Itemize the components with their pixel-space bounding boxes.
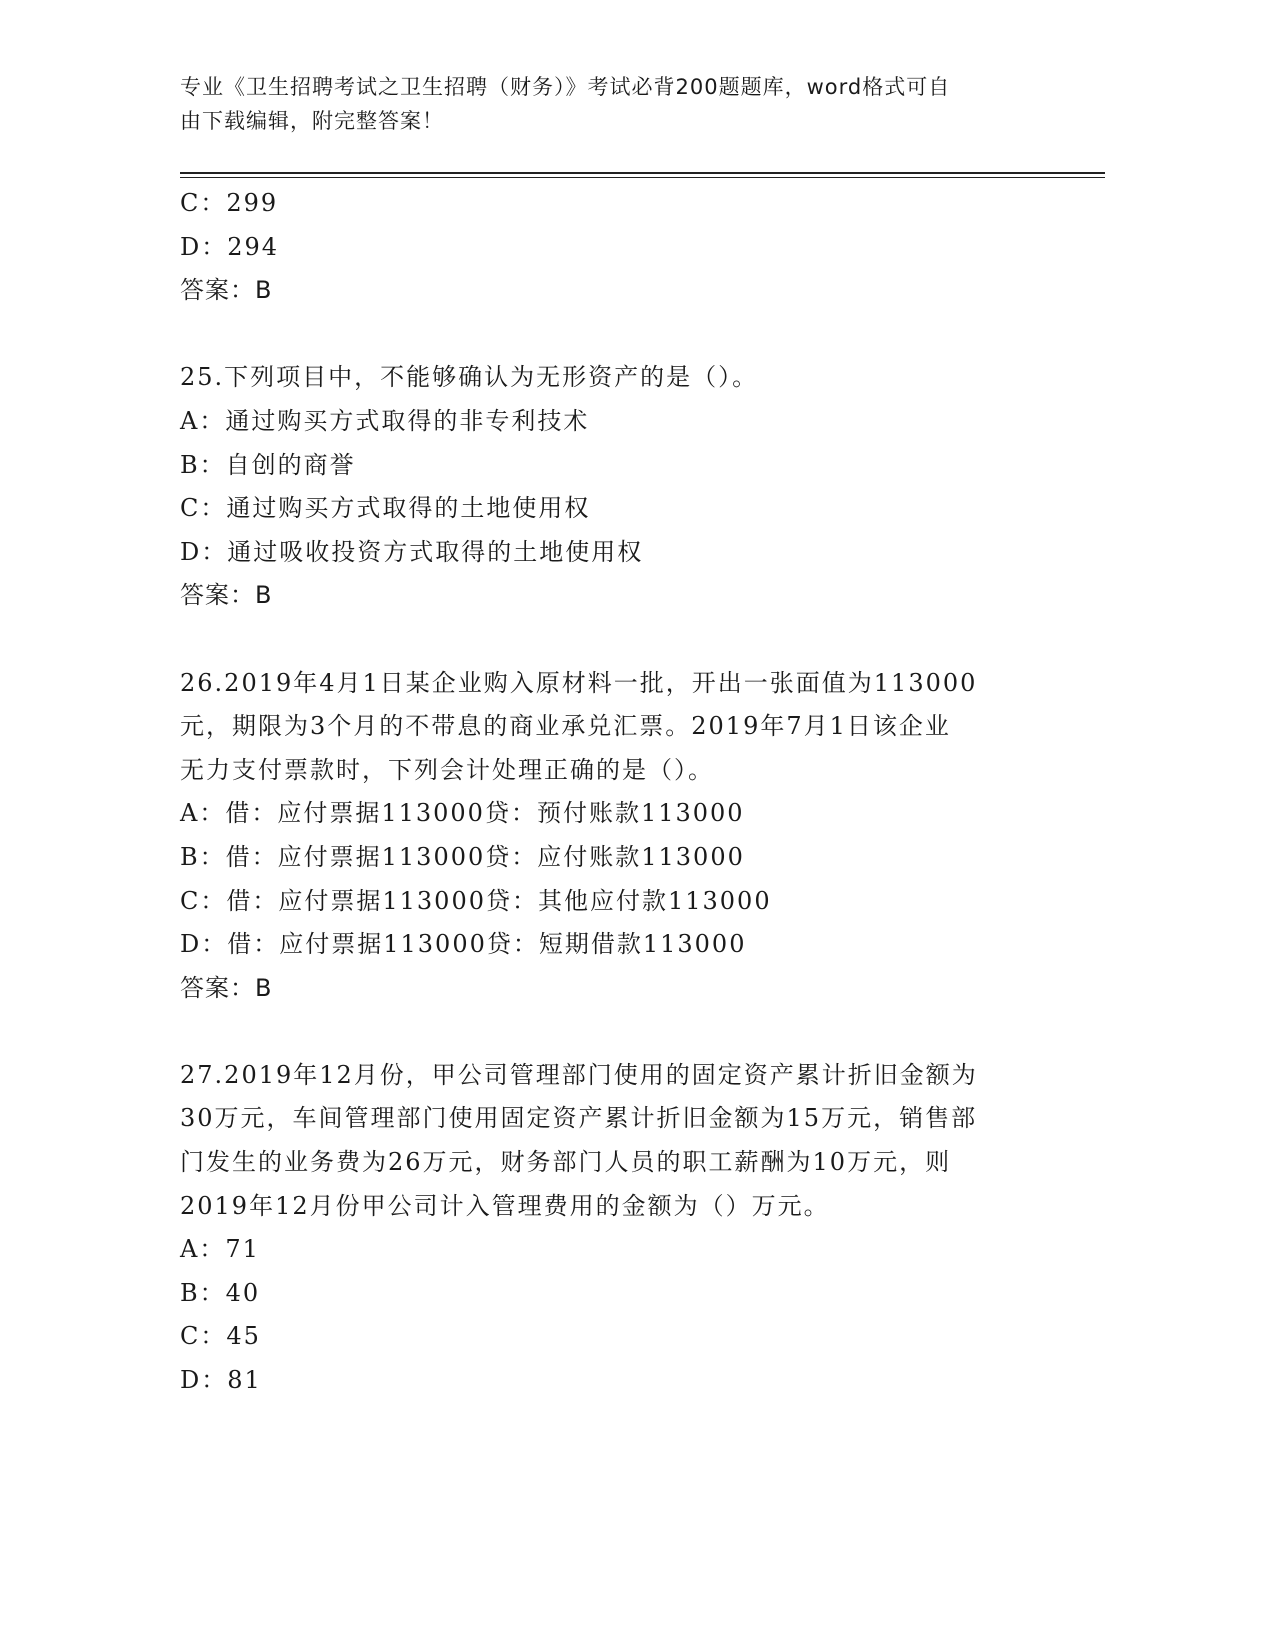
option-a: A：通过购买方式取得的非专利技术 — [180, 406, 590, 435]
question-24 — [180, 182, 1060, 313]
answer: 答案：B — [180, 973, 273, 1002]
question-list — [180, 182, 1060, 1403]
document-header — [180, 70, 1060, 138]
answer: 答案：B — [180, 581, 273, 610]
option-b: B：借：应付票据113000贷：应付账款113000 — [180, 842, 745, 871]
spacer — [180, 313, 1060, 357]
answer: 答案：B — [180, 276, 273, 305]
spacer — [180, 1010, 1060, 1054]
option-a: A：借：应付票据113000贷：预付账款113000 — [180, 799, 745, 828]
question-stem-line-2: 30万元，车间管理部门使用固定资产累计折旧金额为15万元，销售部 — [180, 1104, 978, 1133]
option-d: D：294 — [180, 232, 280, 261]
header-rule-thick — [180, 172, 1105, 174]
option-a: A：71 — [180, 1235, 260, 1264]
question-27 — [180, 1054, 1060, 1403]
question-stem-line-1: 26.2019年4月1日某企业购入原材料一批，开出一张面值为113000 — [180, 668, 978, 697]
question-stem-line-2: 元，期限为3个月的不带息的商业承兑汇票。2019年7月1日该企业 — [180, 712, 951, 741]
question-stem-line-3: 门发生的业务费为26万元，财务部门人员的职工薪酬为10万元，则 — [180, 1148, 952, 1177]
question-stem-line-4: 2019年12月份甲公司计入管理费用的金额为（）万元。 — [180, 1191, 830, 1220]
option-d: D：81 — [180, 1366, 262, 1395]
question-25 — [180, 356, 1060, 618]
header-line-1: 专业《卫生招聘考试之卫生招聘（财务）》考试必背200题题库，word格式可自 — [180, 75, 951, 99]
option-b: B：自创的商誉 — [180, 450, 356, 479]
question-stem-line-1: 27.2019年12月份，甲公司管理部门使用的固定资产累计折旧金额为 — [180, 1060, 978, 1089]
option-c: C：借：应付票据113000贷：其他应付款113000 — [180, 886, 772, 915]
option-d: D：通过吸收投资方式取得的土地使用权 — [180, 537, 644, 566]
option-c: C：299 — [180, 189, 279, 217]
option-c: C：通过购买方式取得的土地使用权 — [180, 494, 591, 523]
question-stem: 25.下列项目中，不能够确认为无形资产的是（）。 — [180, 363, 759, 392]
option-c: C：45 — [180, 1322, 261, 1351]
option-b: B：40 — [180, 1278, 261, 1307]
question-stem-line-3: 无力支付票款时，下列会计处理正确的是（）。 — [180, 755, 714, 784]
spacer — [180, 618, 1060, 662]
header-line-2: 由下载编辑，附完整答案！ — [180, 109, 444, 133]
header-rule-thin — [180, 177, 1105, 178]
question-26 — [180, 662, 1060, 1011]
option-d: D：借：应付票据113000贷：短期借款113000 — [180, 930, 747, 959]
